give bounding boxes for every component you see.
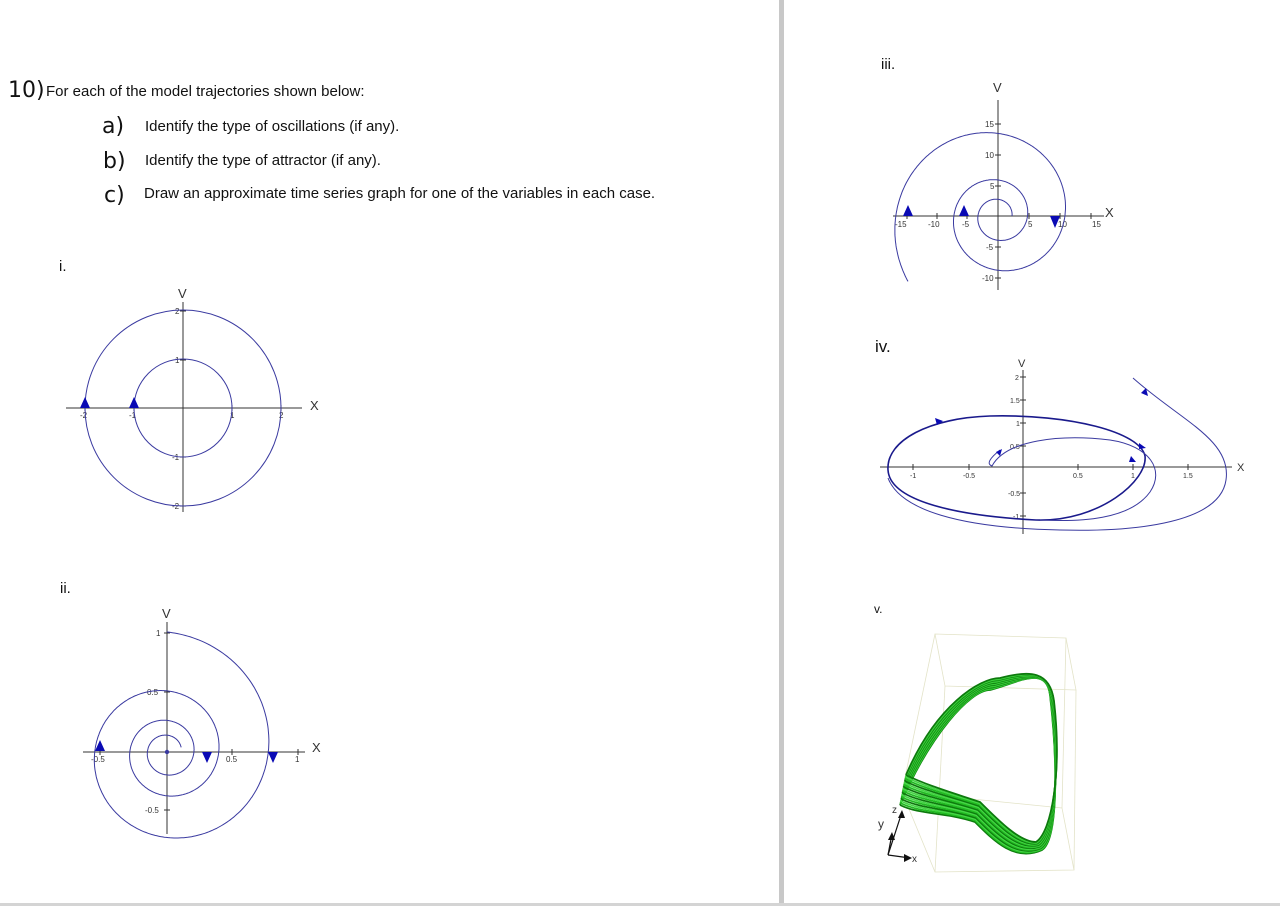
plot-iii-ytick-0: 15 [985, 120, 994, 129]
plot-ii-label: ii. [60, 580, 71, 597]
plot-iii-xtick-3: 5 [1028, 220, 1033, 229]
plot-iii-ytick-3: -5 [986, 243, 994, 252]
plot-iv-xtick-3: 1 [1131, 473, 1135, 480]
plot-ii-ylabel: V [162, 606, 171, 621]
plot-iv-ytick-5: -1 [1013, 514, 1020, 521]
plot-iii-xtick-4: 10 [1058, 220, 1067, 229]
plot-ii-xtick-1: 0.5 [226, 755, 238, 764]
plot-i-ytick-1: 1 [175, 356, 180, 365]
plot-iii-xtick-0: -15 [895, 220, 907, 229]
plot-iii-xtick-1: -10 [928, 220, 940, 229]
plot-iii-xlabel: X [1105, 205, 1114, 220]
plot-i-xlabel: X [310, 398, 319, 413]
plot-ii-xtick-2: 1 [295, 755, 300, 764]
plot-iv-ytick-1: 1.5 [1010, 398, 1020, 405]
plot-i-xtick-0: -2 [80, 411, 88, 420]
item-b-text: Identify the type of attractor (if any). [145, 152, 381, 169]
plot-ii-ytick-1: 0.5 [147, 688, 159, 697]
plot-iii-ytick-1: 10 [985, 151, 994, 160]
plot-i-ytick-3: -2 [172, 502, 180, 511]
plot-iv-ytick-4: -0.5 [1008, 491, 1021, 498]
plot-iv-ytick-3: 0.5 [1010, 444, 1020, 451]
plot-iii-xtick-2: -5 [962, 220, 970, 229]
plot-v-y-label: y [878, 817, 884, 831]
plot-iv-xtick-0: -1 [910, 473, 917, 480]
plot-i-xtick-3: 2 [279, 411, 284, 420]
plot-i-ylabel: V [178, 286, 187, 301]
plot-v-attractor [900, 674, 1057, 854]
plot-i-xtick-2: 1 [230, 411, 235, 420]
item-a-text: Identify the type of oscillations (if any). [145, 118, 400, 135]
plot-iv-xlabel: X [1237, 462, 1245, 474]
plot-ii-xlabel: X [312, 740, 321, 755]
plot-i-label: i. [59, 258, 67, 275]
item-b-marker: b) [103, 149, 126, 174]
plot-iii-ytick-4: -10 [982, 274, 994, 283]
plot-iv-xtick-1: -0.5 [963, 473, 976, 480]
item-c-text: Draw an approximate time series graph for one of the variables in each case. [144, 185, 656, 202]
plot-iv-ytick-0: 2 [1015, 375, 1019, 382]
item-a-marker: a) [102, 114, 125, 139]
plot-v-x-label: x [912, 854, 917, 865]
plot-i-ytick-0: 2 [175, 307, 180, 316]
plot-v-x-arrowhead [904, 854, 912, 862]
plot-iv-ytick-2: 1 [1016, 421, 1020, 428]
plot-iii-ylabel: V [993, 80, 1002, 95]
plot-iv-xtick-4: 1.5 [1183, 473, 1193, 480]
plot-ii-xtick-0: -0.5 [91, 755, 105, 764]
plot-iv-label: iv. [875, 337, 891, 356]
plot-iii-xtick-5: 15 [1092, 220, 1101, 229]
plot-i-ytick-2: -1 [172, 453, 180, 462]
plot-v-label: v. [874, 602, 883, 616]
plot-iii-label: iii. [881, 56, 896, 73]
plot-ii-ytick-2: -0.5 [145, 806, 159, 815]
item-c-marker: c) [104, 183, 125, 208]
question-number: 10) [8, 78, 45, 103]
question-intro: For each of the model trajectories shown below: [46, 83, 365, 100]
plot-ii-ytick-0: 1 [156, 629, 161, 638]
plot-v-z-label: z [892, 805, 897, 816]
plot-iv-ylabel: V [1018, 358, 1026, 370]
plot-iv-xtick-2: 0.5 [1073, 473, 1083, 480]
plot-v-z-arrowhead [898, 810, 905, 818]
plot-v-attractor-band [900, 678, 1055, 854]
plot-i-xtick-1: -1 [129, 411, 137, 420]
plot-iii-ytick-2: 5 [990, 182, 995, 191]
plot-v-attractor-band [900, 678, 1055, 853]
